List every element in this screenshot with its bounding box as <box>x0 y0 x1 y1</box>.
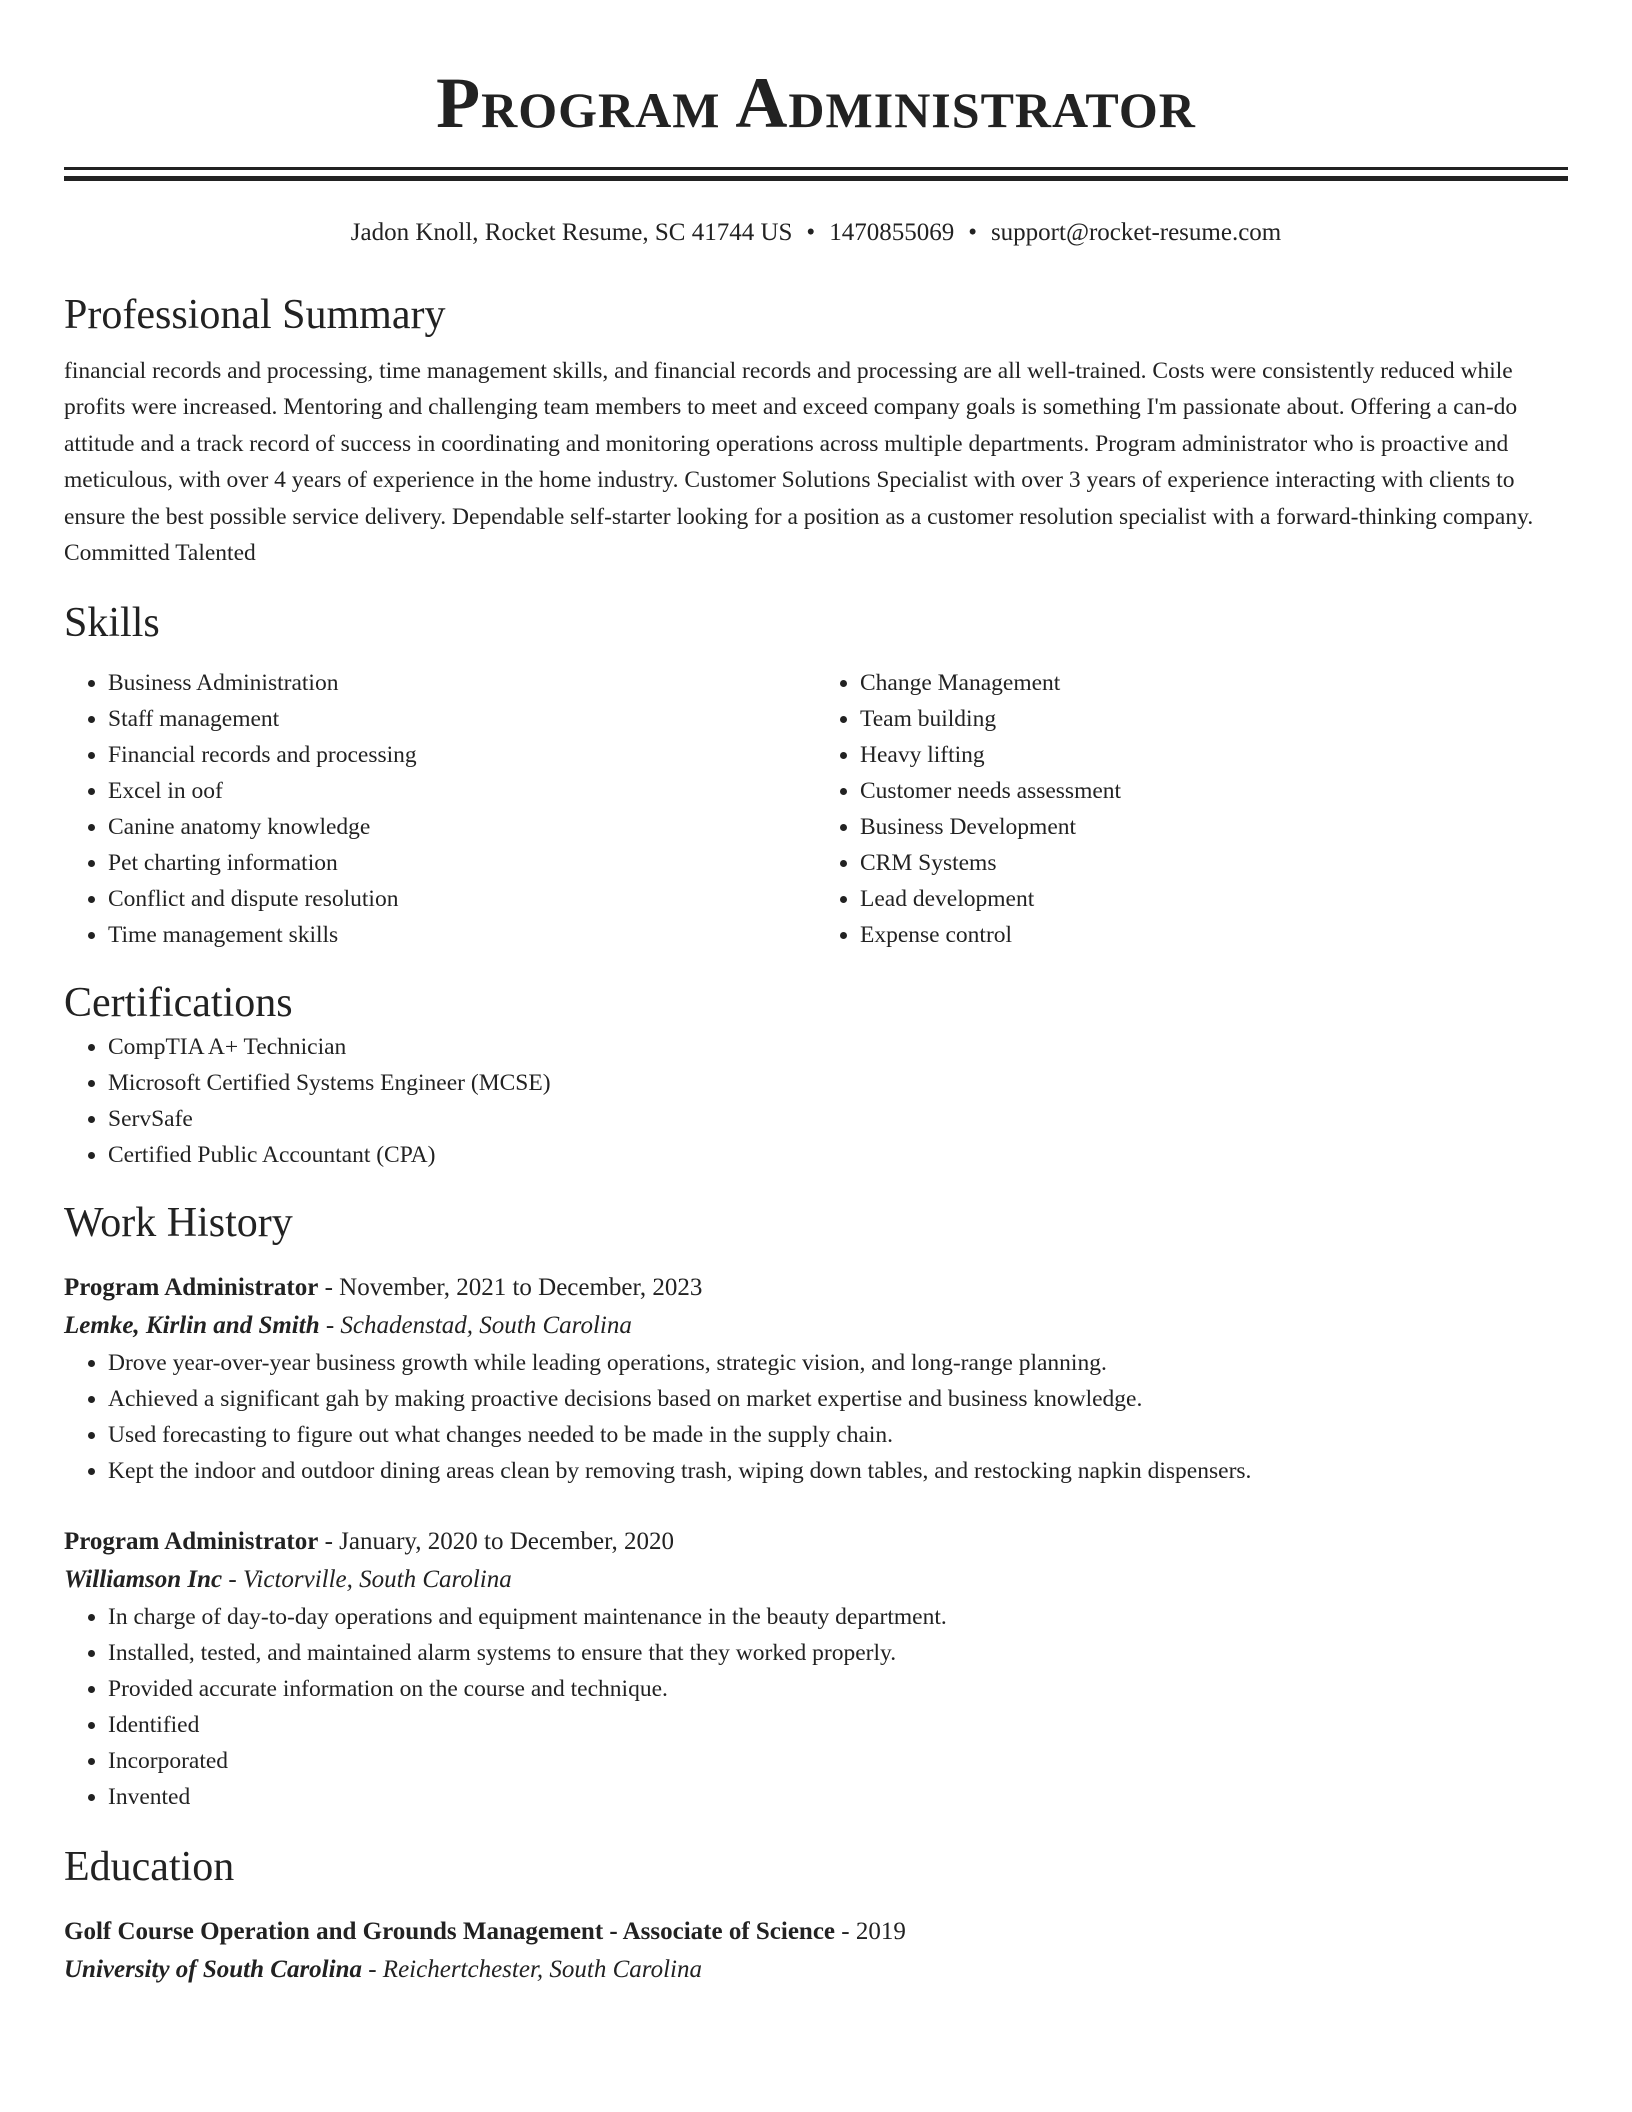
education-school: University of South Carolina <box>64 1956 362 1984</box>
skill-item: • Conflict and dispute resolution <box>108 881 816 917</box>
job-duty-item: • In charge of day-to-day operations and equipment maintenance in the beauty department. <box>108 1599 1568 1635</box>
job-entry <box>64 1523 1568 1815</box>
job-duty-item: • Used forecasting to figure out what changes needed to be made in the supply chain. <box>108 1417 1568 1453</box>
job-duty-item: • Drove year-over-year business growth while leading operations, strategic vision, and long-range planning. <box>108 1345 1568 1381</box>
skill-item: • CRM Systems <box>860 845 1568 881</box>
skill-item: • Excel in oof <box>108 773 816 809</box>
education-location: - Reichertchester, South Carolina <box>361 1956 702 1984</box>
skill-item: • Pet charting information <box>108 845 816 881</box>
job-title-line <box>64 1269 1568 1307</box>
work-history-heading: Work History <box>64 1200 293 1247</box>
job-duty-item: • Invented <box>108 1779 1568 1815</box>
job-duty-item: • Provided accurate information on the course and technique. <box>108 1671 1568 1707</box>
skill-item: • Business Administration <box>108 665 816 701</box>
job-duty-item: • Incorporated <box>108 1743 1568 1779</box>
education-degree-line <box>64 1913 1568 1951</box>
job-duties-list <box>64 1345 1568 1489</box>
job-company-line <box>64 1307 1568 1345</box>
job-duties-list <box>64 1599 1568 1815</box>
skills-columns <box>64 665 1568 953</box>
job-title-line <box>64 1523 1568 1561</box>
skill-item: • Change Management <box>860 665 1568 701</box>
skill-item: • Canine anatomy knowledge <box>108 809 816 845</box>
certification-item: • Certified Public Accountant (CPA) <box>108 1137 1568 1173</box>
job-company: Lemke, Kirlin and Smith <box>64 1312 320 1340</box>
skill-item: • Expense control <box>860 917 1568 953</box>
certification-item: • CompTIA A+ Technician <box>108 1029 1568 1065</box>
contact-line <box>64 217 1568 249</box>
skills-list-left <box>64 665 816 953</box>
skill-item: • Staff management <box>108 701 816 737</box>
title-divider-top <box>64 167 1568 170</box>
job-dates: - January, 2020 to December, 2020 <box>318 1528 674 1556</box>
skill-item: • Lead development <box>860 881 1568 917</box>
certifications-list <box>64 1029 1568 1173</box>
contact-address: Jadon Knoll, Rocket Resume, SC 41744 US <box>350 219 793 246</box>
education-year: - 2019 <box>835 1918 906 1946</box>
job-dates: - November, 2021 to December, 2023 <box>318 1274 703 1302</box>
skill-item: • Business Development <box>860 809 1568 845</box>
skill-item: • Financial records and processing <box>108 737 816 773</box>
contact-phone: 1470855069 <box>829 219 955 246</box>
title-divider-bottom <box>64 176 1568 181</box>
certification-item: • Microsoft Certified Systems Engineer (MCSE) <box>108 1065 1568 1101</box>
summary-heading: Professional Summary <box>64 292 446 338</box>
page-title: Program Administrator <box>436 63 1196 143</box>
job-duty-item: • Achieved a significant gah by making proactive decisions based on market expertise and business knowledge. <box>108 1381 1568 1417</box>
education-heading: Education <box>64 1844 235 1891</box>
skills-heading: Skills <box>64 600 160 647</box>
job-title: Program Administrator <box>64 1528 319 1556</box>
job-company: Williamson Inc <box>64 1566 223 1594</box>
job-duty-item: • Identified <box>108 1707 1568 1743</box>
skills-list-right <box>816 665 1568 953</box>
skill-item: • Time management skills <box>108 917 816 953</box>
job-entry <box>64 1269 1568 1489</box>
job-title: Program Administrator <box>64 1274 319 1302</box>
certifications-heading: Certifications <box>64 980 293 1027</box>
job-location: - Victorville, South Carolina <box>222 1566 512 1594</box>
education-degree: Golf Course Operation and Grounds Management - Associate of Science <box>64 1918 836 1946</box>
certification-item: • ServSafe <box>108 1101 1568 1137</box>
skill-item: • Customer needs assessment <box>860 773 1568 809</box>
skill-item: • Team building <box>860 701 1568 737</box>
contact-email: support@rocket-resume.com <box>990 219 1282 246</box>
contact-separator: • <box>806 219 816 246</box>
education-school-line <box>64 1951 1568 1989</box>
contact-separator: • <box>968 219 977 246</box>
summary-text: financial records and processing, time management skills, and financial records and processing are all well-trained. Costs were consistently reduced while profits were increased. Mentoring and challenging team members to meet and exceed company goals is something I'm passionate about. Offering a can-do attitude and a track record of success in coordinating and monitoring operations across multiple departments. Program administrator who is proactive and meticulous, with over 4 years of experience in the home industry. Customer Solutions Specialist with over 3 years of experience interacting with clients to ensure the best possible service delivery. Dependable self-starter looking for a position as a customer resolution specialist with a forward-thinking company. Committed Talented <box>64 358 1534 567</box>
job-duty-item: • Installed, tested, and maintained alarm systems to ensure that they worked properly. <box>108 1635 1568 1671</box>
job-company-line <box>64 1561 1568 1599</box>
job-duty-item: • Kept the indoor and outdoor dining areas clean by removing trash, wiping down tables, and restocking napkin dispensers. <box>108 1453 1568 1489</box>
skill-item: • Heavy lifting <box>860 737 1568 773</box>
job-location: - Schadenstad, South Carolina <box>319 1312 632 1340</box>
